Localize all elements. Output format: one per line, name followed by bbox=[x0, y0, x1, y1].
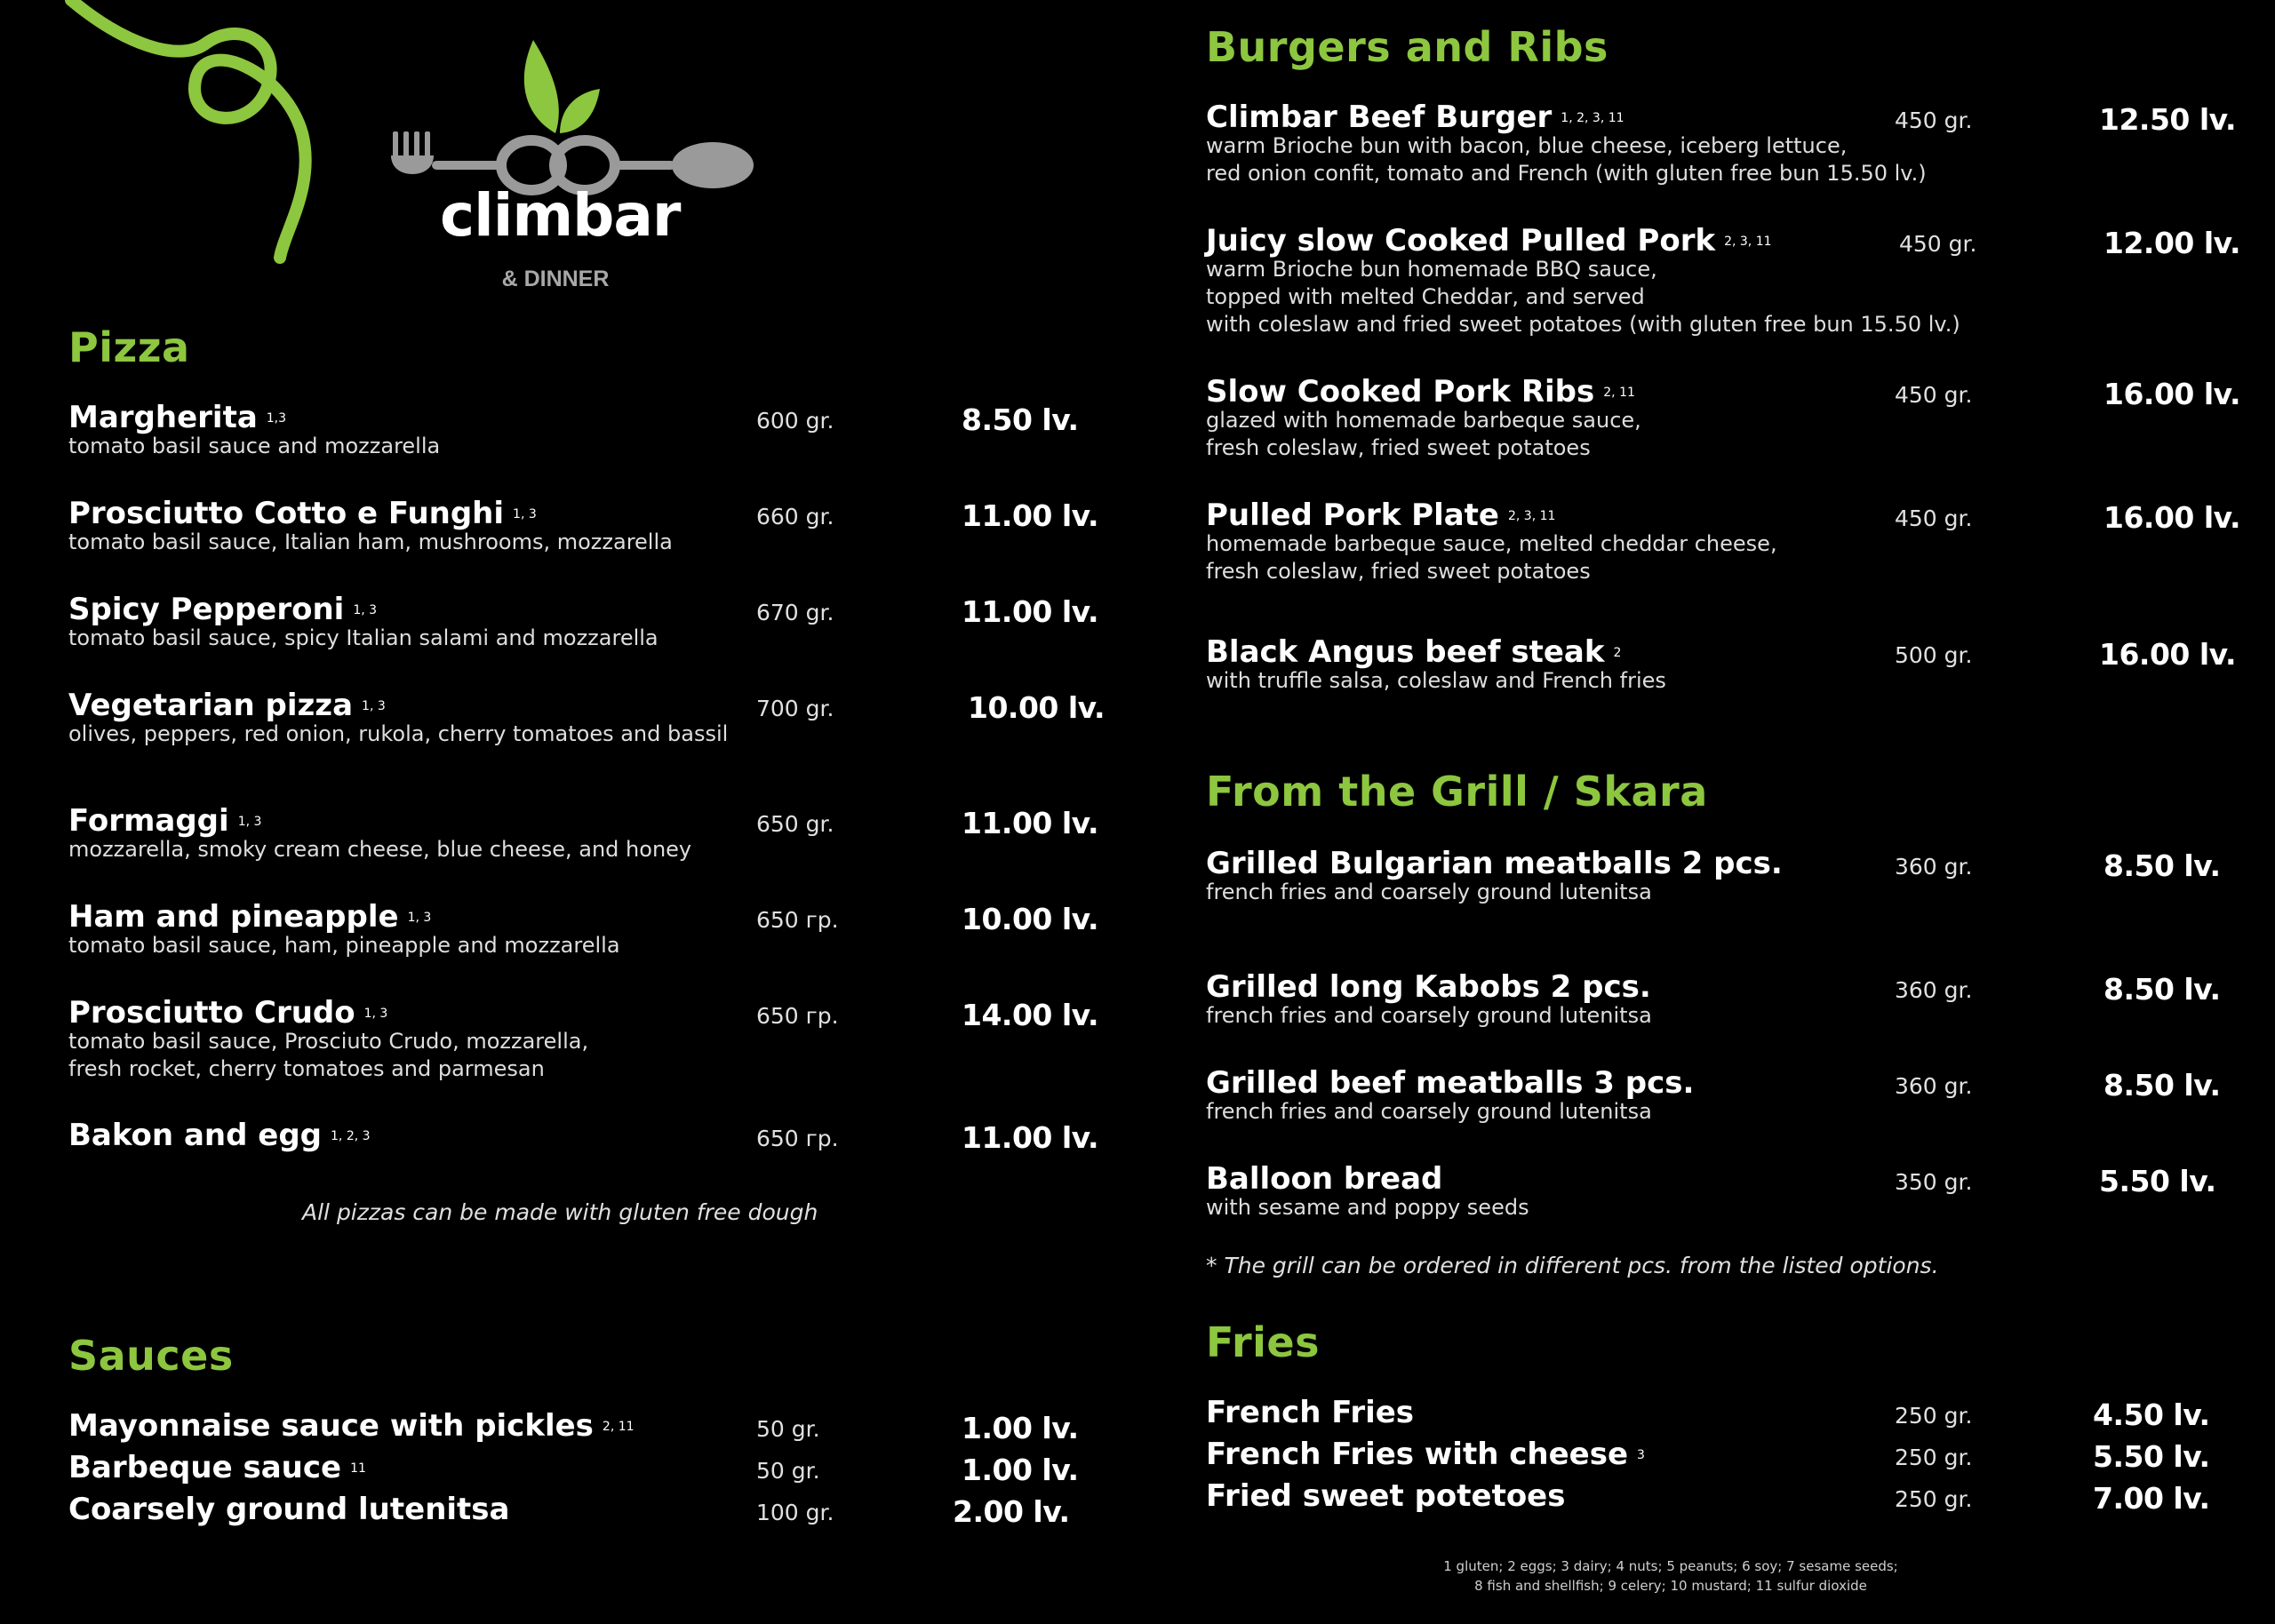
menu-item bbox=[68, 803, 1099, 864]
item-allergens: 1, 3 bbox=[353, 602, 378, 617]
section-title-grill: From the Grill / Skara bbox=[1206, 768, 1708, 816]
item-weight: 500 gr. bbox=[1895, 642, 1973, 668]
item-description: olives, peppers, red onion, rukola, cherry tomatoes and bassil bbox=[68, 721, 729, 746]
item-allergens: 1, 2, 3 bbox=[331, 1128, 371, 1143]
item-description: with coleslaw and fried sweet potatoes (with gluten free bun 15.50 lv.) bbox=[1206, 312, 1960, 337]
item-weight: 450 gr. bbox=[1895, 506, 1973, 531]
item-weight: 450 gr. bbox=[1895, 107, 1973, 133]
item-name: Black Angus beef steak bbox=[1206, 634, 1605, 670]
fork-spoon-leaf-icon bbox=[382, 27, 755, 195]
menu-item bbox=[1206, 1395, 2210, 1432]
item-weight: 650 gr. bbox=[756, 811, 834, 837]
item-description: topped with melted Cheddar, and served bbox=[1206, 284, 1645, 309]
item-name: Pulled Pork Plate bbox=[1206, 498, 1499, 533]
item-price: 5.50 lv. bbox=[2099, 1164, 2216, 1198]
item-description: fresh coleslaw, fried sweet potatoes bbox=[1206, 559, 1591, 584]
item-price: 11.00 lv. bbox=[962, 498, 1099, 533]
menu-item bbox=[68, 688, 1106, 748]
menu-item bbox=[1206, 100, 2237, 187]
item-name: Ham and pineapple bbox=[68, 899, 399, 935]
item-weight: 670 gr. bbox=[756, 600, 834, 625]
menu-item bbox=[1206, 1478, 2210, 1516]
allergen-legend-line: 1 gluten; 2 eggs; 3 dairy; 4 nuts; 5 peanuts; 6 soy; 7 sesame seeds; bbox=[1443, 1558, 1898, 1574]
item-price: 14.00 lv. bbox=[962, 998, 1099, 1032]
item-price: 1.00 lv. bbox=[962, 1453, 1079, 1487]
menu-item bbox=[1206, 634, 2237, 695]
item-weight: 360 gr. bbox=[1895, 1073, 1973, 1099]
item-allergens: 2, 11 bbox=[602, 1419, 635, 1434]
item-description: warm Brioche bun homemade BBQ sauce, bbox=[1206, 257, 1657, 282]
item-allergens: 1,3 bbox=[266, 410, 287, 426]
item-description: red onion confit, tomato and French (with gluten free bun 15.50 lv.) bbox=[1206, 161, 1927, 186]
item-description: tomato basil sauce, Prosciuto Crudo, mozzarella, bbox=[68, 1029, 589, 1054]
section-title-fries: Fries bbox=[1206, 1318, 1321, 1366]
item-price: 8.50 lv. bbox=[2103, 848, 2221, 883]
menu-item bbox=[1206, 1065, 2221, 1126]
item-price: 16.00 lv. bbox=[2103, 500, 2241, 535]
menu-item bbox=[68, 1408, 1079, 1445]
item-weight: 650 гр. bbox=[756, 1003, 839, 1029]
item-allergens: 2, 3, 11 bbox=[1508, 508, 1556, 523]
menu-item bbox=[68, 400, 1079, 460]
item-description: homemade barbeque sauce, melted cheddar cheese, bbox=[1206, 531, 1777, 556]
menu-item bbox=[1206, 1161, 2216, 1222]
item-allergens: 1, 3 bbox=[237, 814, 262, 829]
menu-item bbox=[68, 1450, 1079, 1487]
item-price: 8.50 lv. bbox=[962, 402, 1079, 437]
item-price: 10.00 lv. bbox=[968, 690, 1106, 725]
item-weight: 100 gr. bbox=[756, 1500, 834, 1525]
item-description: warm Brioche bun with bacon, blue cheese, iceberg lettuce, bbox=[1206, 133, 1848, 158]
item-weight: 50 gr. bbox=[756, 1458, 820, 1484]
section-title-burgers: Burgers and Ribs bbox=[1206, 23, 1608, 71]
item-name: French Fries bbox=[1206, 1395, 1415, 1430]
logo-subtitle: & DINNER bbox=[501, 267, 610, 291]
item-allergens: 2, 11 bbox=[1603, 385, 1635, 400]
item-price: 11.00 lv. bbox=[962, 806, 1099, 840]
fries-section bbox=[1206, 1318, 2255, 1366]
item-name: Bakon and egg bbox=[68, 1118, 323, 1153]
menu-item bbox=[68, 1118, 1099, 1155]
item-allergens: 1, 3 bbox=[513, 506, 537, 521]
menu-item bbox=[1206, 498, 2241, 585]
burgers-section bbox=[1206, 23, 2255, 71]
item-weight: 50 gr. bbox=[756, 1416, 820, 1442]
section-title-sauces: Sauces bbox=[68, 1332, 234, 1380]
item-name: Spicy Pepperoni bbox=[68, 592, 345, 627]
section-title-pizza: Pizza bbox=[68, 323, 190, 371]
item-description: with sesame and poppy seeds bbox=[1206, 1195, 1529, 1220]
item-name: Coarsely ground lutenitsa bbox=[68, 1492, 510, 1527]
item-weight: 250 gr. bbox=[1895, 1445, 1973, 1470]
item-description: with truffle salsa, coleslaw and French fries bbox=[1206, 668, 1666, 693]
item-allergens: 2 bbox=[1613, 645, 1622, 660]
menu-item bbox=[1206, 846, 2221, 906]
menu-item bbox=[68, 899, 1099, 959]
grill-section bbox=[1206, 768, 2255, 816]
item-weight: 650 гр. bbox=[756, 907, 839, 933]
menu-item bbox=[68, 1492, 1070, 1529]
item-price: 7.00 lv. bbox=[2093, 1481, 2210, 1516]
item-description: french fries and coarsely ground lutenitsa bbox=[1206, 1003, 1652, 1028]
item-allergens: 1, 2, 3, 11 bbox=[1561, 110, 1624, 125]
item-description: tomato basil sauce, spicy Italian salami and mozzarella bbox=[68, 625, 659, 650]
item-weight: 600 gr. bbox=[756, 408, 834, 434]
item-description: tomato basil sauce, Italian ham, mushrooms, mozzarella bbox=[68, 529, 673, 554]
menu-item bbox=[1206, 374, 2241, 462]
item-weight: 650 гр. bbox=[756, 1126, 839, 1151]
item-price: 1.00 lv. bbox=[962, 1411, 1079, 1445]
decorative-swirl bbox=[53, 0, 320, 275]
item-name: Prosciutto Cotto e Funghi bbox=[68, 496, 505, 531]
item-allergens: 3 bbox=[1637, 1447, 1645, 1462]
item-name: Juicy slow Cooked Pulled Pork bbox=[1206, 223, 1716, 259]
item-description: tomato basil sauce and mozzarella bbox=[68, 434, 441, 458]
item-price: 2.00 lv. bbox=[953, 1494, 1070, 1529]
item-price: 12.50 lv. bbox=[2099, 102, 2237, 137]
item-price: 10.00 lv. bbox=[962, 902, 1099, 936]
menu-item bbox=[68, 592, 1099, 652]
item-name: Grilled long Kabobs 2 pcs. bbox=[1206, 969, 1651, 1005]
menu-item bbox=[68, 995, 1099, 1083]
item-price: 5.50 lv. bbox=[2093, 1439, 2210, 1474]
item-allergens: 11 bbox=[350, 1461, 366, 1476]
climbar-logo bbox=[382, 27, 755, 291]
item-name: Fried sweet potetoes bbox=[1206, 1478, 1566, 1514]
item-name: Vegetarian pizza bbox=[68, 688, 354, 723]
item-price: 12.00 lv. bbox=[2103, 226, 2241, 260]
sauces-section bbox=[68, 1332, 1117, 1380]
item-weight: 700 gr. bbox=[756, 696, 834, 721]
item-name: Barbeque sauce bbox=[68, 1450, 342, 1485]
item-description: mozzarella, smoky cream cheese, blue cheese, and honey bbox=[68, 837, 692, 862]
item-name: Climbar Beef Burger bbox=[1206, 100, 1553, 135]
item-weight: 250 gr. bbox=[1895, 1403, 1973, 1429]
item-allergens: 1, 3 bbox=[407, 910, 432, 925]
item-description: fresh coleslaw, fried sweet potatoes bbox=[1206, 435, 1591, 460]
menu-item bbox=[1206, 1437, 2210, 1474]
item-name: Grilled beef meatballs 3 pcs. bbox=[1206, 1065, 1695, 1101]
item-price: 8.50 lv. bbox=[2103, 1068, 2221, 1103]
grill-note: * The grill can be ordered in different pcs. from the listed options. bbox=[1206, 1253, 1939, 1278]
item-weight: 660 gr. bbox=[756, 504, 834, 529]
item-weight: 450 gr. bbox=[1895, 382, 1973, 408]
item-allergens: 1, 3 bbox=[362, 698, 386, 713]
item-name: Prosciutto Crudo bbox=[68, 995, 355, 1031]
item-description: french fries and coarsely ground lutenitsa bbox=[1206, 1099, 1652, 1124]
item-price: 16.00 lv. bbox=[2099, 637, 2237, 672]
menu-item bbox=[1206, 969, 2221, 1030]
allergen-legend-line: 8 fish and shellfish; 9 celery; 10 mustard; 11 sulfur dioxide bbox=[1474, 1578, 1867, 1594]
pizza-section bbox=[68, 323, 1117, 371]
item-weight: 250 gr. bbox=[1895, 1486, 1973, 1512]
item-price: 11.00 lv. bbox=[962, 594, 1099, 629]
item-name: Margherita bbox=[68, 400, 258, 435]
item-name: Mayonnaise sauce with pickles bbox=[68, 1408, 594, 1444]
item-allergens: 2, 3, 11 bbox=[1724, 234, 1772, 249]
logo-wordmark: climbar bbox=[440, 181, 681, 250]
item-name: Slow Cooked Pork Ribs bbox=[1206, 374, 1595, 410]
pizza-gluten-note: All pizzas can be made with gluten free dough bbox=[302, 1199, 818, 1225]
item-price: 11.00 lv. bbox=[962, 1120, 1099, 1155]
item-price: 4.50 lv. bbox=[2093, 1397, 2210, 1432]
menu-item bbox=[1206, 223, 2241, 338]
item-description: glazed with homemade barbeque sauce, bbox=[1206, 408, 1641, 433]
item-description: french fries and coarsely ground lutenitsa bbox=[1206, 880, 1652, 904]
item-weight: 360 gr. bbox=[1895, 854, 1973, 880]
item-name: Grilled Bulgarian meatballs 2 pcs. bbox=[1206, 846, 1783, 881]
item-name: Formaggi bbox=[68, 803, 229, 839]
item-weight: 450 gr. bbox=[1899, 231, 1977, 257]
menu-item bbox=[68, 496, 1099, 556]
allergen-legend bbox=[1386, 1556, 1955, 1596]
item-allergens: 1, 3 bbox=[363, 1006, 388, 1021]
item-price: 16.00 lv. bbox=[2103, 377, 2241, 411]
item-name: Balloon bread bbox=[1206, 1161, 1443, 1197]
item-name: French Fries with cheese bbox=[1206, 1437, 1629, 1472]
item-weight: 350 gr. bbox=[1895, 1169, 1973, 1195]
item-weight: 360 gr. bbox=[1895, 977, 1973, 1003]
item-description: fresh rocket, cherry tomatoes and parmesan bbox=[68, 1056, 545, 1081]
item-price: 8.50 lv. bbox=[2103, 972, 2221, 1007]
item-description: tomato basil sauce, ham, pineapple and mozzarella bbox=[68, 933, 620, 958]
